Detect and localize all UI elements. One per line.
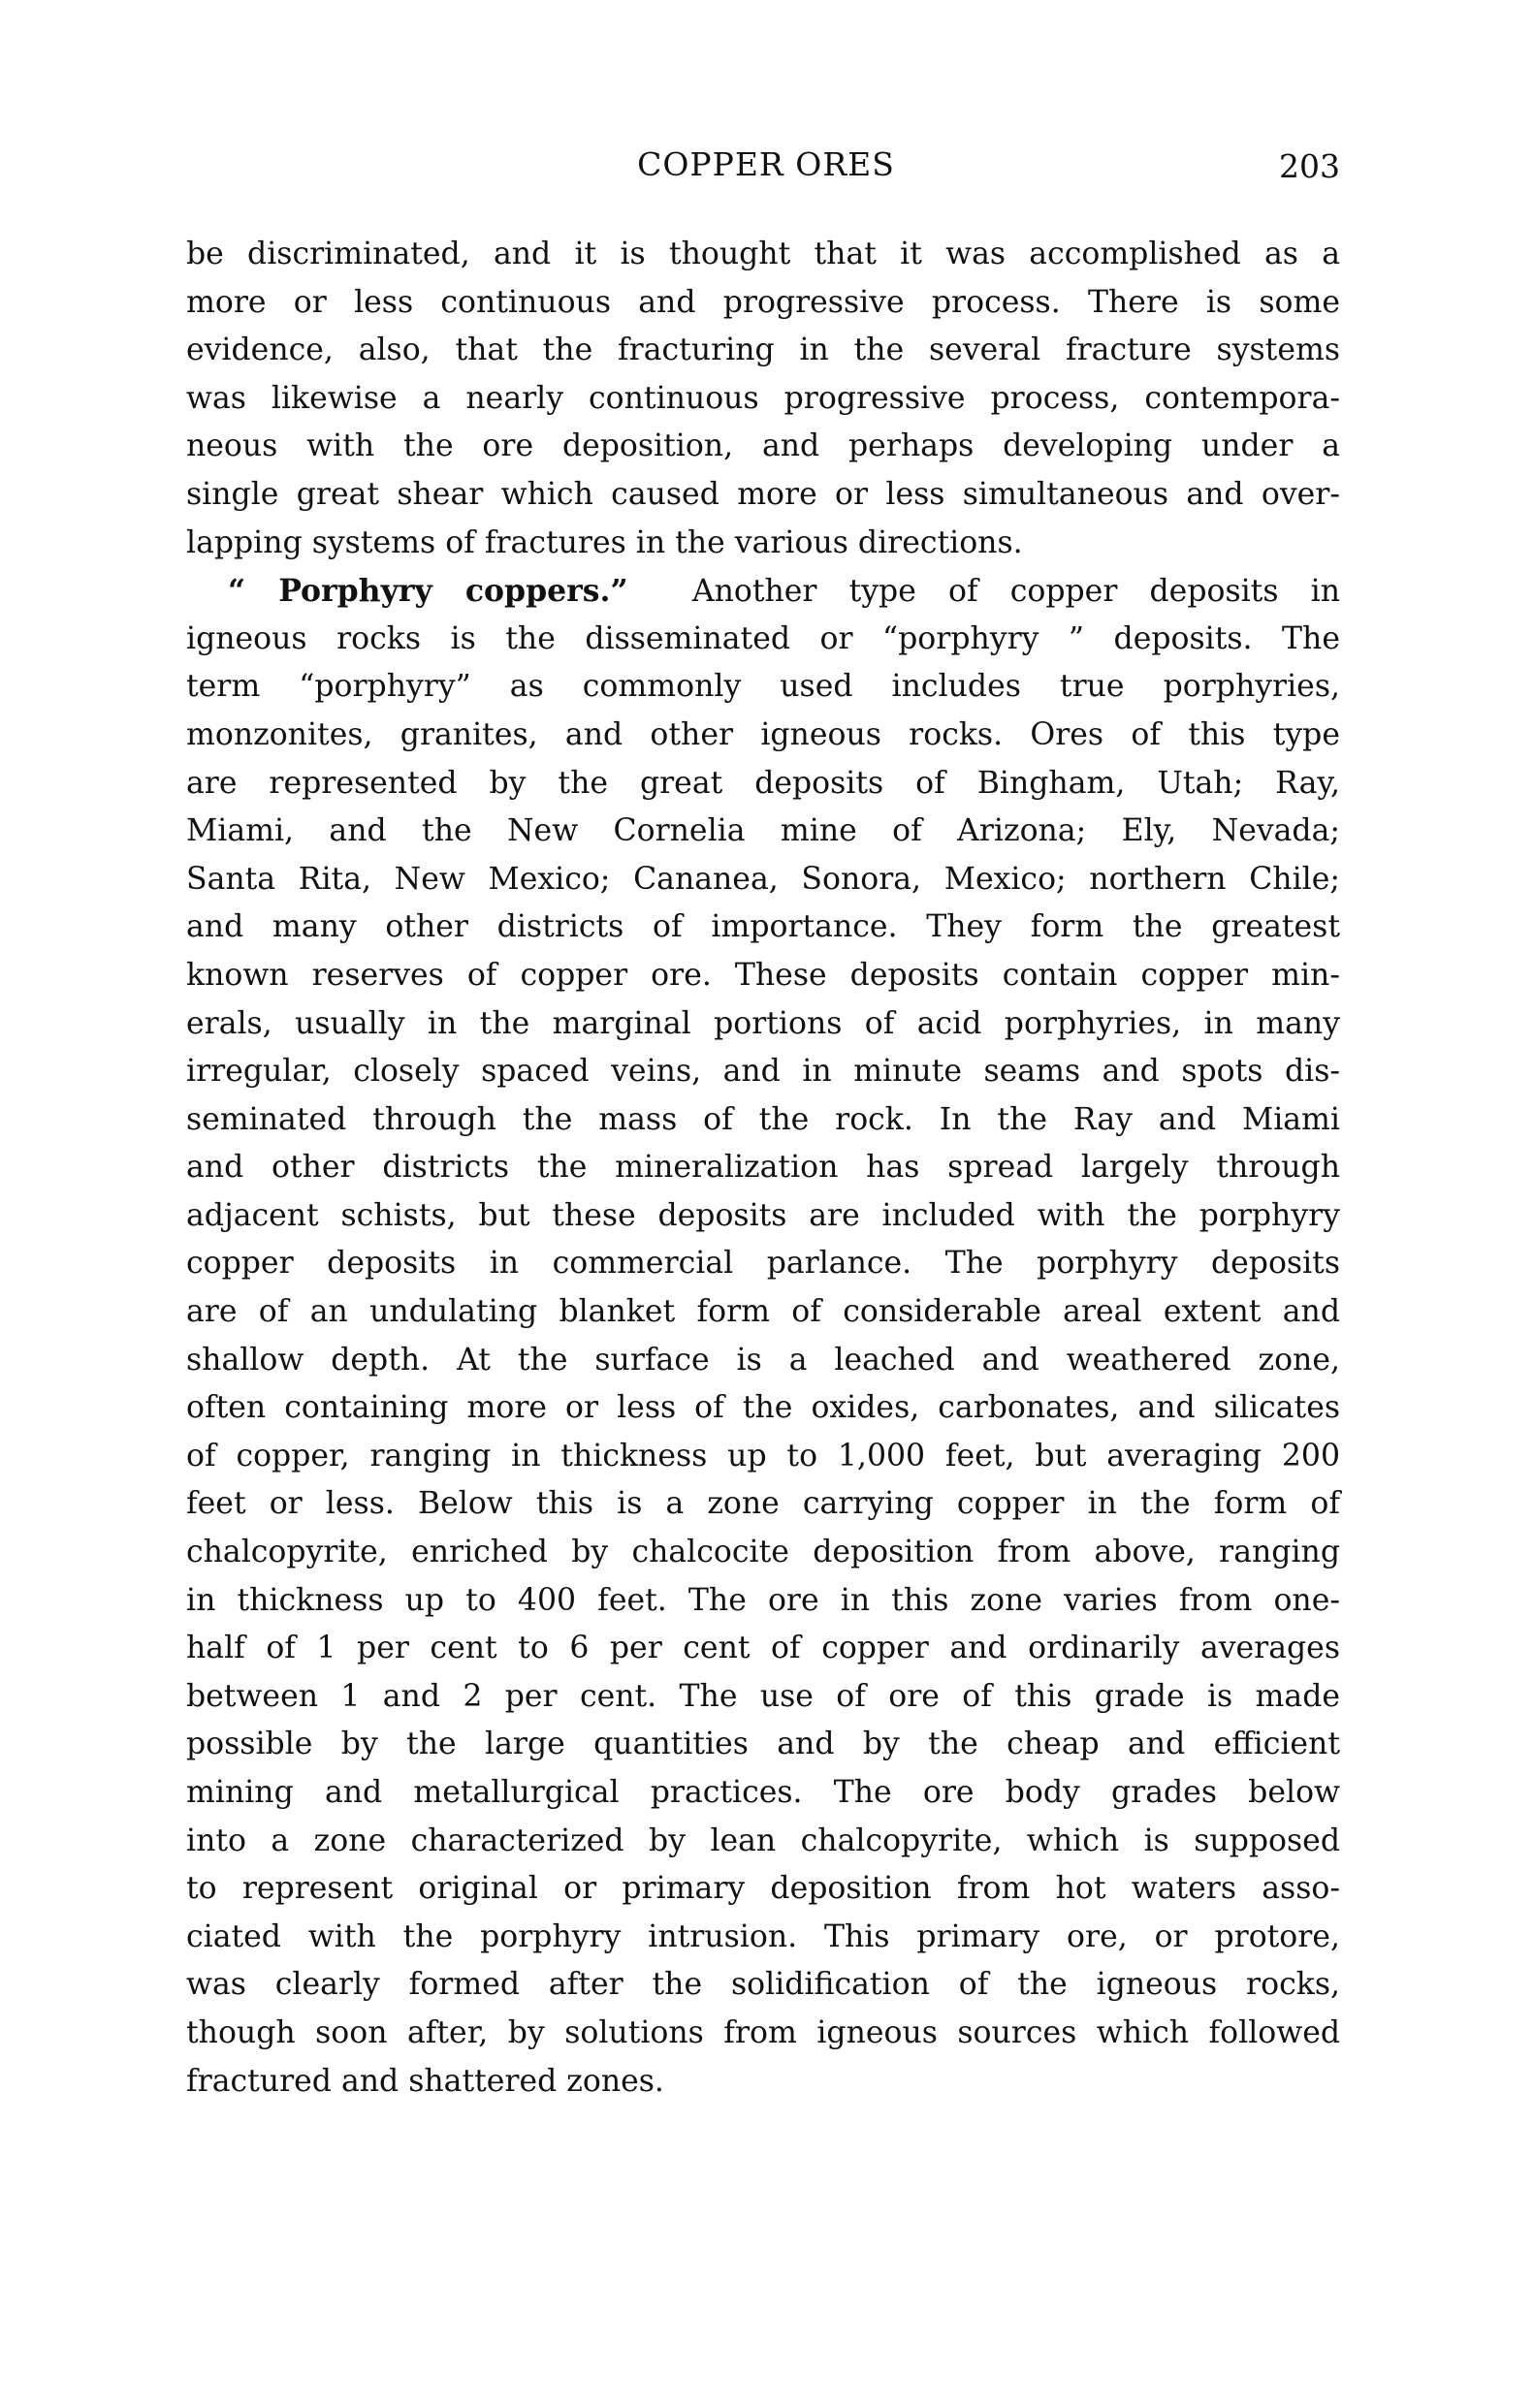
text-line: single great shear which caused more or less simultaneous and over- xyxy=(186,476,1340,512)
text-line: igneous rocks is the disseminated or “porphyry ” deposits. The xyxy=(186,620,1340,656)
text-line: of copper, ranging in thickness up to 1,000 feet, but averaging 200 xyxy=(186,1438,1340,1473)
text-line: irregular, closely spaced veins, and in minute seams and spots dis- xyxy=(186,1054,1340,1090)
text-line: lapping systems of fractures in the various directions. xyxy=(186,524,1023,560)
text-line: ciated with the porphyry intrusion. This primary ore, or protore, xyxy=(186,1918,1340,1954)
text-line: between 1 and 2 per cent. The use of ore of this grade is made xyxy=(186,1678,1340,1714)
text-line: neous with the ore deposition, and perhaps developing under a xyxy=(186,428,1340,464)
text-line: into a zone characterized by lean chalcopyrite, which is supposed xyxy=(186,1822,1340,1858)
text-line: are of an undulating blanket form of considerable areal extent and xyxy=(186,1294,1340,1330)
paragraph-1 xyxy=(186,231,1340,567)
text-line: and other districts the mineralization has spread largely through xyxy=(186,1150,1340,1186)
text-line: monzonites, granites, and other igneous rocks. Ores of this type xyxy=(186,716,1340,752)
text-line: feet or less. Below this is a zone carrying copper in the form of xyxy=(186,1486,1340,1522)
text-line: more or less continuous and progressive process. There is some xyxy=(186,284,1340,320)
text-line: are represented by the great deposits of Bingham, Utah; Ray, xyxy=(186,765,1340,801)
section-run-in-heading: “ Porphyry coppers.” xyxy=(228,573,628,610)
paragraph-porphyry-coppers xyxy=(186,567,1340,2106)
text-line: fractured and shattered zones. xyxy=(186,2063,664,2099)
text-line: be discriminated, and it is thought that it was accomplished as a xyxy=(186,237,1340,271)
text-line: though soon after, by solutions from igneous sources which followed xyxy=(186,2014,1340,2050)
text-line: in thickness up to 400 feet. The ore in this zone varies from one- xyxy=(186,1582,1340,1618)
text-line: erals, usually in the marginal portions of acid porphyries, in many xyxy=(186,1005,1340,1041)
paragraph-first-line xyxy=(186,567,1340,616)
body-text xyxy=(186,231,1340,2106)
text-line: often containing more or less of the oxides, carbonates, and silicates xyxy=(186,1390,1340,1426)
text-line: term “porphyry” as commonly used includes true porphyries, xyxy=(186,669,1340,705)
text-line: adjacent schists, but these deposits are included with the porphyry xyxy=(186,1197,1340,1233)
text-line: mining and metallurgical practices. The ore body grades below xyxy=(186,1775,1340,1810)
text-line: possible by the large quantities and by the cheap and efficient xyxy=(186,1727,1340,1762)
text-line: half of 1 per cent to 6 per cent of copper and ordinarily averages xyxy=(186,1631,1340,1666)
text-line: known reserves of copper ore. These deposits contain copper min- xyxy=(186,957,1340,993)
text-line: to represent original or primary deposition from hot waters asso- xyxy=(186,1871,1340,1907)
text-line: Miami, and the New Cornelia mine of Arizona; Ely, Nevada; xyxy=(186,813,1340,849)
text-line: was likewise a nearly continuous progressive process, contempora- xyxy=(186,380,1340,416)
text-run: Another type of copper deposits in xyxy=(691,574,1340,610)
text-line: copper deposits in commercial parlance. The porphyry deposits xyxy=(186,1246,1340,1282)
running-head xyxy=(184,143,1340,186)
running-title: COPPER ORES xyxy=(637,145,895,183)
text-line: seminated through the mass of the rock. In the Ray and Miami xyxy=(186,1101,1340,1137)
page-number: 203 xyxy=(1279,147,1340,185)
text-line: and many other districts of importance. They form the greatest xyxy=(186,909,1340,945)
text-line: chalcopyrite, enriched by chalcocite deposition from above, ranging xyxy=(186,1535,1340,1570)
text-line: was clearly formed after the solidification of the igneous rocks, xyxy=(186,1967,1340,2003)
text-line: shallow depth. At the surface is a leached and weathered zone, xyxy=(186,1342,1340,1378)
text-line: evidence, also, that the fracturing in the several fracture systems xyxy=(186,333,1340,368)
text-line: Santa Rita, New Mexico; Cananea, Sonora, Mexico; northern Chile; xyxy=(186,861,1340,897)
